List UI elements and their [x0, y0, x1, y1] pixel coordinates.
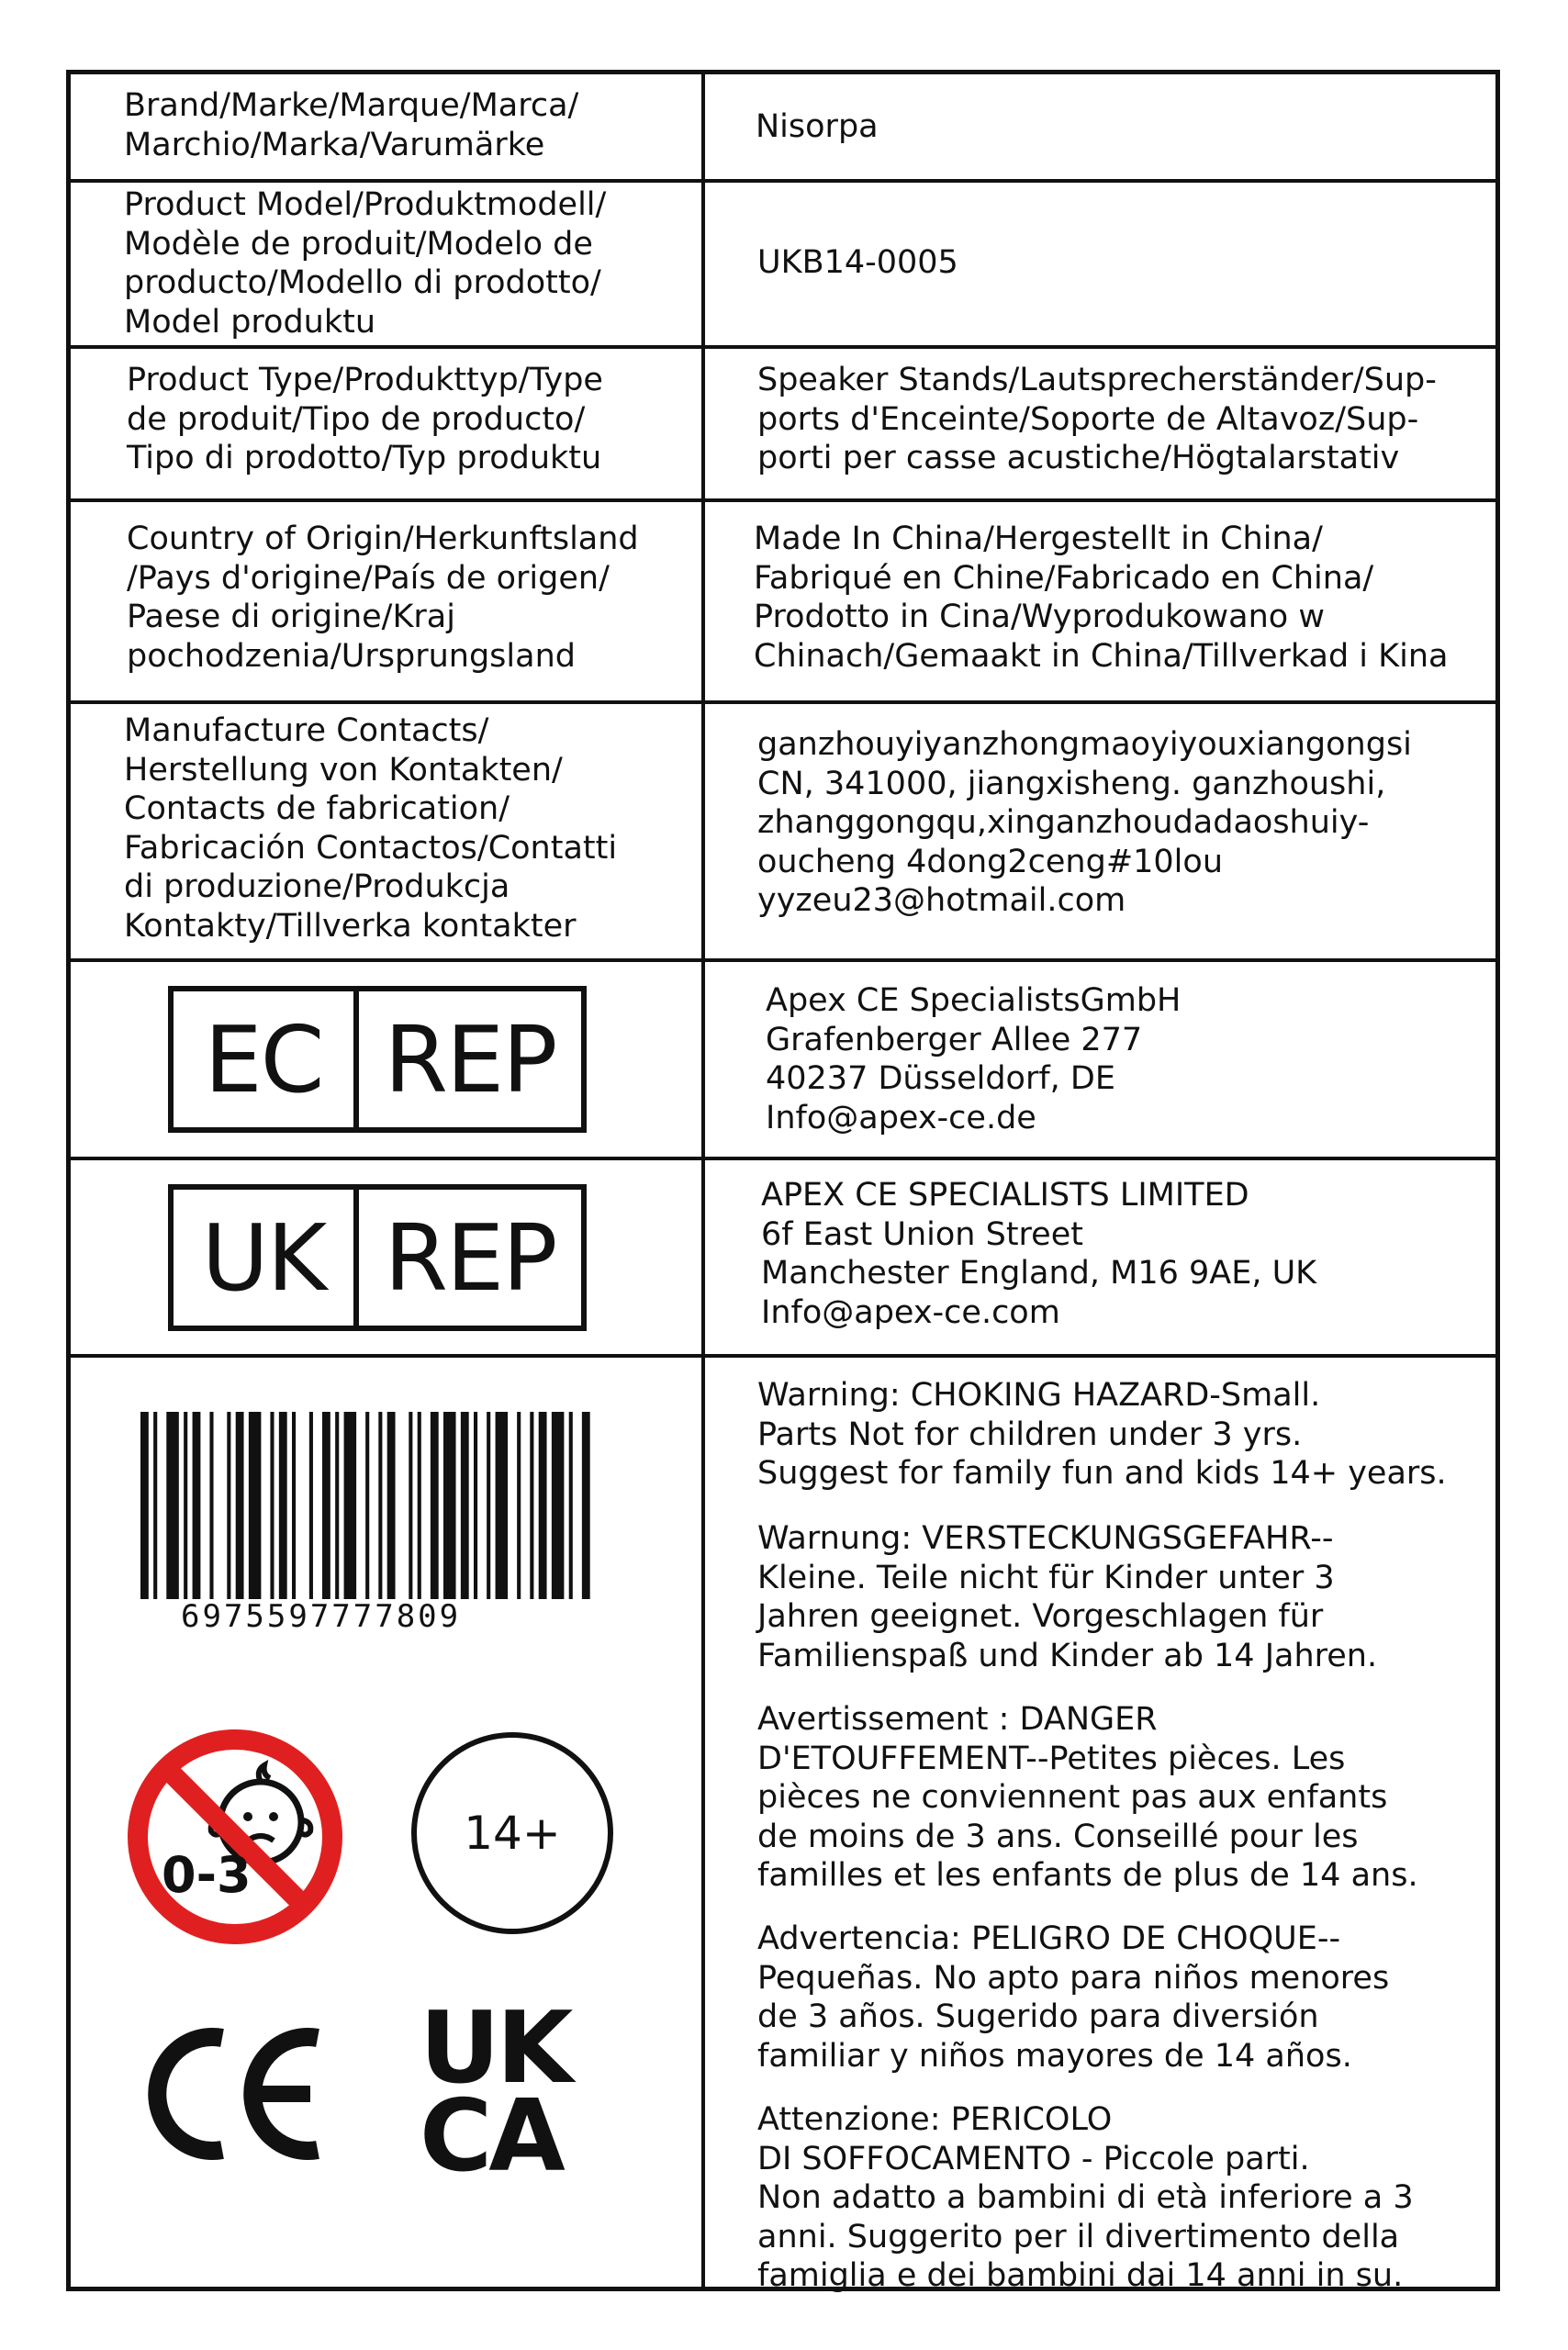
ec-rep-row [71, 962, 1495, 1160]
model-row [71, 183, 1495, 349]
type-value-cell [705, 349, 1495, 498]
contacts-value: ganzhouyiyanzhongmaoyiyouxiangongsi CN, 341000, jiangxisheng. ganzhoushi, zhanggongqu,xinganzhoudadaoshuiy- oucheng 4dong2ceng#10lou yyzeu23@hotmail.com [757, 726, 1412, 919]
brand-row [71, 74, 1495, 183]
contacts-label-cell [71, 704, 705, 958]
origin-label-cell [71, 502, 705, 700]
ec-rep-badge [168, 986, 587, 1133]
barcode-bar-23 [461, 1412, 469, 1599]
origin-row [71, 502, 1495, 704]
model-label: Product Model/Produktmodell/ Modèle de produit/Modelo de producto/Modello di prodotto/ Model produktu [124, 186, 607, 341]
uk-rep-badge-cell [71, 1160, 705, 1354]
warning-italian: Attenzione: PERICOLO DI SOFFOCAMENTO - Piccole parti. Non adatto a bambini di età inferiore a 3 anni. Suggerito per il divertimento della famiglia e dei bambini dai 14 anni in su. [757, 2101, 1414, 2294]
barcode-bar-12 [309, 1412, 313, 1599]
brand-label: Brand/Marke/Marque/Marca/ Marchio/Marka/Varumärke [124, 87, 579, 163]
model-value: UKB14-0005 [757, 244, 958, 281]
barcode-bar-1 [153, 1412, 157, 1599]
barcode-bar-15 [344, 1412, 357, 1599]
barcode-bar-17 [378, 1412, 382, 1599]
brand-value: Nisorpa [756, 108, 879, 145]
uk-rep-badge-rep: REP [384, 1203, 556, 1312]
barcode-bar-31 [569, 1412, 573, 1599]
barcode-bar-32 [582, 1412, 590, 1599]
barcode-bar-20 [418, 1412, 421, 1599]
barcode-bar-24 [474, 1412, 477, 1599]
barcode-bar-25 [487, 1412, 490, 1599]
barcode-bar-10 [279, 1412, 287, 1599]
uk-rep-row [71, 1160, 1495, 1358]
barcode-bar-8 [249, 1412, 262, 1599]
product-label-table [66, 70, 1500, 2294]
uk-rep-address: APEX CE SPECIALISTS LIMITED 6f East Union Street Manchester England, M16 9AE, UK Info@apex-ce.com [761, 1177, 1317, 1331]
barcode-bar-6 [227, 1412, 230, 1599]
ec-rep-address-cell [705, 962, 1495, 1157]
origin-label: Country of Origin/Herkunftsland /Pays d'origine/País de origen/ Paese di origine/Kraj pochodzenia/Ursprungsland [127, 520, 639, 675]
barcode-bar-5 [209, 1412, 213, 1599]
type-row [71, 349, 1495, 502]
brand-label-cell [71, 74, 705, 179]
contacts-label: Manufacture Contacts/ Herstellung von Kontakten/ Contacts de fabrication/ Fabricación Contactos/Contatti di produzione/Produkcja Kontakty/Tillverka kontakter [124, 712, 618, 945]
type-label-cell [71, 349, 705, 498]
model-value-cell [705, 183, 1495, 345]
barcode-bar-30 [552, 1412, 565, 1599]
barcode-bar-26 [496, 1412, 509, 1599]
ukca-mark-icon [420, 1991, 594, 2194]
age-14-plus-text: 14+ [464, 1807, 561, 1860]
barcode-bar-11 [292, 1412, 296, 1599]
barcode-bar-14 [335, 1412, 339, 1599]
contacts-row [71, 704, 1495, 962]
warning-french: Avertissement : DANGER D'ETOUFFEMENT--Petites pièces. Les pièces ne conviennent pas aux enfants de moins de 3 ans. Conseillé pour les familles et les enfants de plus de 14 ans. [757, 1701, 1418, 1894]
model-label-cell [71, 183, 705, 345]
warning-english: Warning: CHOKING HAZARD-Small. Parts Not for children under 3 yrs. Suggest for family fun and kids 14+ years. [757, 1377, 1447, 1492]
warning-german: Warnung: VERSTECKUNGSGEFAHR-- Kleine. Teile nicht für Kinder unter 3 Jahren geeignet. Vorgeschlagen für Familienspaß und Kinder ab 14 Jahren. [757, 1520, 1378, 1674]
barcode-bars [140, 1412, 625, 1599]
uk-rep-badge [168, 1184, 587, 1331]
warning-spanish: Advertencia: PELIGRO DE CHOQUE-- Pequeñas. No apto para niños menores de 3 años. Sugerido para diversión familiar y niños mayores de 14 años. [757, 1920, 1390, 2075]
symbols-cell [71, 1358, 705, 2287]
age-0-3-text: 0-3 [162, 1846, 252, 1904]
uk-rep-badge-uk: UK [201, 1203, 326, 1312]
origin-value-cell [705, 502, 1495, 700]
uk-rep-address-cell [705, 1160, 1495, 1354]
barcode-bar-9 [270, 1412, 274, 1599]
barcode-bar-16 [365, 1412, 369, 1599]
barcode-bar-7 [236, 1412, 244, 1599]
type-label: Product Type/Produkttyp/Type de produit/Tipo de producto/ Tipo di prodotto/Typ produktu [127, 362, 603, 476]
ec-rep-address: Apex CE SpecialistsGmbH Grafenberger Allee 277 40237 Düsseldorf, DE Info@apex-ce.de [766, 982, 1182, 1136]
type-value: Speaker Stands/Lautsprecherständer/Sup- ports d'Enceinte/Soporte de Altavoz/Sup- porti per casse acustiche/Högtalarstativ [757, 362, 1437, 476]
warnings-row [71, 1358, 1495, 2294]
origin-value: Made In China/Hergestellt in China/ Fabriqué en Chine/Fabricado en China/ Prodotto in Cina/Wyprodukowano w Chinach/Gemaakt in China/Tillverkad i Kina [754, 520, 1449, 675]
ec-rep-badge-ec: EC [204, 1005, 323, 1113]
barcode-number: 6975597777809 [181, 1598, 462, 1635]
barcode-bar-18 [387, 1412, 396, 1599]
barcode-bar-2 [166, 1412, 179, 1599]
barcode-bar-3 [184, 1412, 187, 1599]
not-for-under-3-icon [123, 1725, 347, 1949]
ukca-mark-uk: UK [420, 1991, 570, 2106]
ec-rep-badge-rep: REP [384, 1005, 556, 1113]
barcode-bar-29 [539, 1412, 547, 1599]
barcode-bar-27 [517, 1412, 521, 1599]
barcode-bar-21 [431, 1412, 439, 1599]
barcode-bar-0 [140, 1412, 149, 1599]
barcode-bar-19 [409, 1412, 412, 1599]
ukca-mark-ca: CA [420, 2079, 562, 2194]
barcode-bar-28 [530, 1412, 533, 1599]
barcode-bar-13 [322, 1412, 330, 1599]
ce-mark-icon [138, 2025, 340, 2163]
age-14-plus-icon [409, 1729, 616, 1937]
ec-rep-badge-cell [71, 962, 705, 1157]
barcode-bar-4 [193, 1412, 201, 1599]
contacts-value-cell [705, 704, 1495, 958]
warnings-cell [705, 1358, 1495, 2294]
brand-value-cell [705, 74, 1495, 179]
barcode-bar-22 [443, 1412, 456, 1599]
